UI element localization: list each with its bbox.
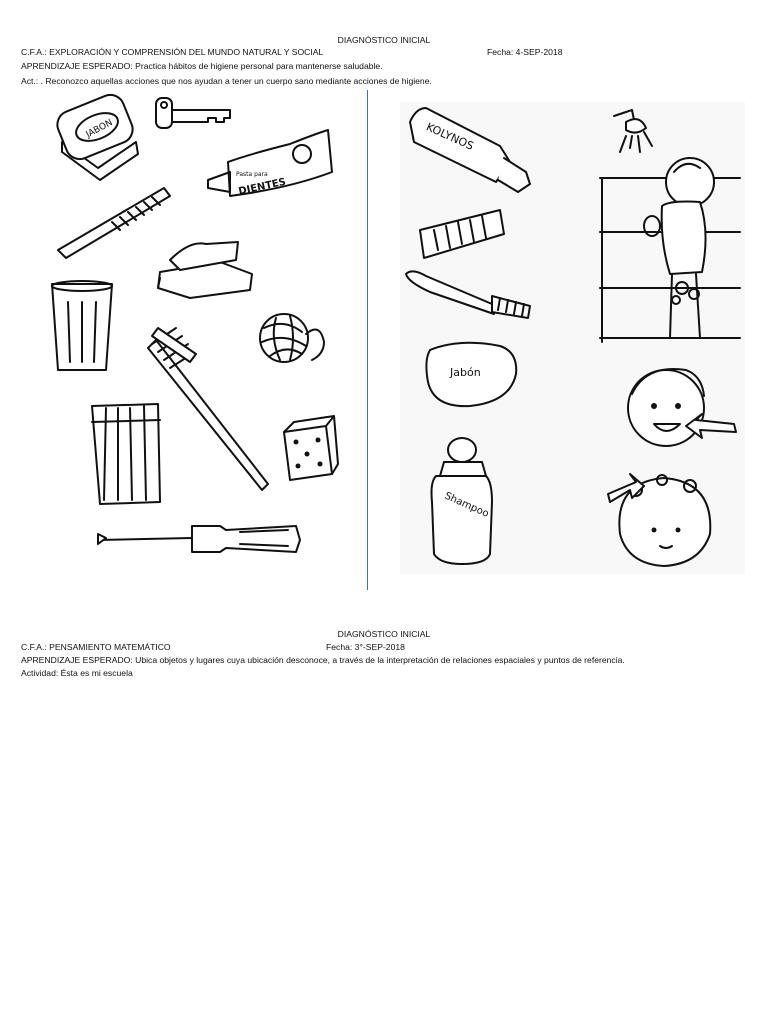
toothbrush-icon [148, 328, 268, 490]
section2-heading: DIAGNÓSTICO INICIAL [337, 629, 431, 639]
screwdriver-icon [98, 526, 300, 552]
section2-actividad: Actividad: Ésta es mi escuela [21, 668, 133, 678]
section1-heading: DIAGNÓSTICO INICIAL [337, 35, 431, 45]
yarn-ball-icon [260, 314, 324, 362]
soap-label: JABON [84, 117, 115, 141]
soap-bar-icon [53, 92, 138, 180]
section2-fecha: Fecha: 3°-SEP-2018 [326, 642, 405, 652]
right-hygiene-illustration [400, 102, 745, 574]
paste-label-big: DIENTES [237, 176, 287, 198]
towel-icon [92, 404, 160, 504]
left-objects-illustration [40, 92, 360, 562]
key-icon [156, 98, 230, 128]
section1-aprendizaje: APRENDIZAJE ESPERADO: Practica hábitos de higiene personal para mantenerse saludable. [21, 61, 383, 71]
stapler-icon [158, 242, 252, 298]
section2-cfa: C.F.A.: PENSAMIENTO MATEMÁTICO [21, 642, 171, 652]
column-divider [367, 90, 368, 590]
right-hygiene-actions-panel [400, 102, 745, 574]
section2-aprendizaje: APRENDIZAJE ESPERADO: Ubica objetos y lugares cuya ubicación desconoce, a través de la interpretación de relaciones espaciales y puntos de referencia. [21, 655, 625, 665]
section1-actividad: Act.: . Reconozco aquellas acciones que nos ayudan a tener un cuerpo sano mediante acciones de higiene. [21, 76, 432, 86]
dice-icon [284, 416, 338, 480]
comb-icon [58, 188, 170, 258]
shampoo-label: Shampoo [442, 490, 491, 520]
soap-label-right: Jabón [450, 366, 481, 379]
toothpaste-tube-icon [208, 130, 332, 197]
section1-cfa: C.F.A.: EXPLORACIÓN Y COMPRENSIÓN DEL MUNDO NATURAL Y SOCIAL [21, 47, 324, 57]
drinking-glass-icon [52, 281, 112, 370]
left-hygiene-objects-panel [40, 92, 360, 562]
paste-label-small: Pasta para [236, 171, 268, 178]
section1-fecha: Fecha: 4-SEP-2018 [487, 47, 563, 57]
toothpaste-label: KOLYNOS [424, 120, 476, 153]
